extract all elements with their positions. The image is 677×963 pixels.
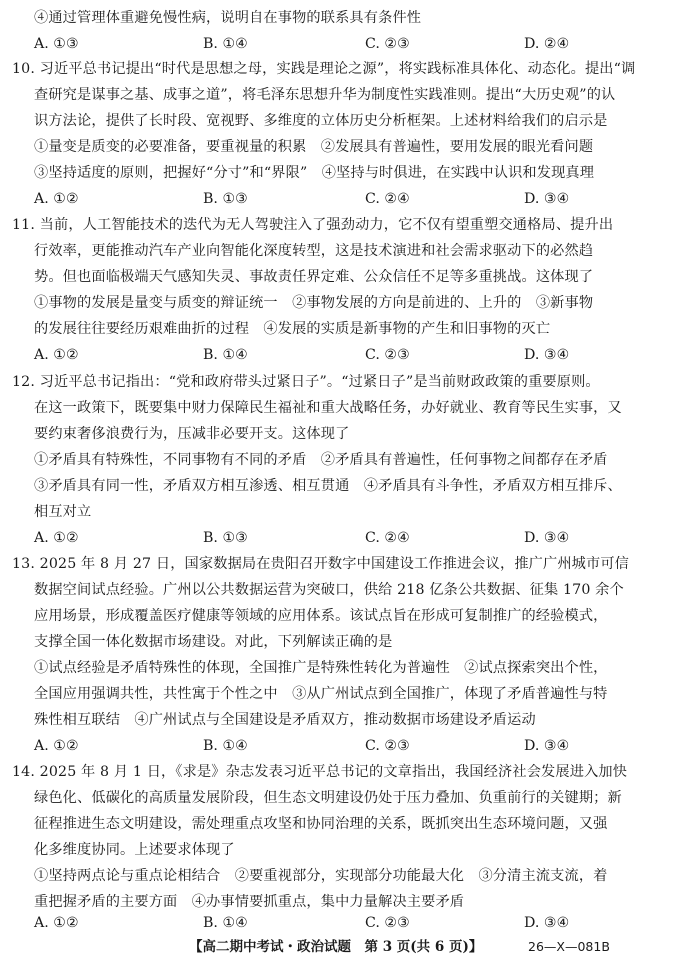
q12-option-a: A. ①② <box>34 530 79 546</box>
q12-option-d: D. ③④ <box>524 530 570 546</box>
q12-option-c: C. ②④ <box>365 530 410 546</box>
footer-title: 【高二期中考试・政治试题 第 3 页(共 6 页)】 <box>189 939 483 955</box>
q11-options <box>34 346 654 364</box>
q9-option-c: C. ②③ <box>365 36 410 52</box>
q9-statement-4: ④通过管理体重避免慢性病，说明自在事物的联系具有条件性 <box>34 10 422 26</box>
q12-line-4: ①矛盾具有特殊性，不同事物有不同的矛盾 ②矛盾具有普遍性，任何事物之间都存在矛盾 <box>34 452 608 468</box>
q14-option-c: C. ②③ <box>365 915 410 931</box>
q10-option-d: D. ③④ <box>524 191 570 207</box>
q12-line-5: ③矛盾具有同一性，矛盾双方相互渗透、相互贯通 ④矛盾具有斗争性，矛盾双方相互排斥、 <box>34 478 622 494</box>
q10-option-a: A. ①② <box>34 191 79 207</box>
q13-options <box>34 737 654 755</box>
q9-option-d: D. ②④ <box>524 36 570 52</box>
q10-line-1: 10. 习近平总书记提出“时代是思想之母，实践是理论之源”，将实践标准具体化、动态化。提出“调 <box>12 61 636 77</box>
q14-line-4: 化多维度协同。上述要求体现了 <box>34 842 235 858</box>
q12-line-1: 12. 习近平总书记指出：“党和政府带头过紧日子”。“过紧日子”是当前财政政策的重要原则。 <box>12 374 600 390</box>
q13-line-2: 数据空间试点经验。广州以公共数据运营为突破口，供给 218 亿条公共数据、征集 170 余个 <box>34 582 624 598</box>
q12-option-b: B. ①③ <box>203 530 248 546</box>
q12-options <box>34 529 654 547</box>
q9-option-b: B. ①④ <box>203 36 248 52</box>
q12-line-6: 相互对立 <box>34 504 92 520</box>
q10-option-c: C. ②④ <box>365 191 410 207</box>
q9-option-a: A. ①③ <box>34 36 79 52</box>
q13-line-6: 全国应用强调共性，共性寓于个性之中 ③从广州试点到全国推广，体现了矛盾普遍性与特 <box>34 686 608 702</box>
q12-line-3: 要约束奢侈浪费行为，压减非必要开支。这体现了 <box>34 426 350 442</box>
q10-line-3: 识方法论，提供了长时段、宽视野、多维度的立体历史分析框架。上述材料给我们的启示是 <box>34 113 608 129</box>
q11-option-c: C. ②③ <box>365 347 410 363</box>
q11-line-3: 势。但也面临极端天气感知失灵、事故责任界定难、公众信任不足等多重挑战。这体现了 <box>34 269 594 285</box>
q11-line-2: 行效率，更能推动汽车产业向智能化深度转型，这是技术演进和社会需求驱动下的必然趋 <box>34 243 594 259</box>
q10-line-2: 查研究是谋事之基、成事之道”，将毛泽东思想升华为制度性实践准则。提出“大历史观”的认 <box>34 87 616 103</box>
footer-code: 26—X—081B <box>528 939 610 954</box>
q11-option-b: B. ①④ <box>203 347 248 363</box>
q11-line-1: 11. 当前，人工智能技术的迭代为无人驾驶注入了强劲动力，它不仅有望重塑交通格局、提升出 <box>12 217 614 233</box>
q14-line-6: 重把握矛盾的主要方面 ④办事情要抓重点，集中力量解决主要矛盾 <box>34 894 465 910</box>
q13-line-3: 应用场景，形成覆盖医疗健康等领域的应用体系。该试点旨在形成可复制推广的经验模式， <box>34 608 608 624</box>
q14-line-5: ①坚持两点论与重点论相结合 ②要重视部分，实现部分功能最大化 ③分清主流支流，着 <box>34 868 608 884</box>
q13-line-4: 支撑全国一体化数据市场建设。对此，下列解读正确的是 <box>34 634 393 650</box>
q14-option-a: A. ①② <box>34 915 79 931</box>
q11-line-5: 的发展往往要经历艰难曲折的过程 ④发展的实质是新事物的产生和旧事物的灭亡 <box>34 321 551 337</box>
q13-option-d: D. ③④ <box>524 738 570 754</box>
q12-line-2: 在这一政策下，既要集中财力保障民生福祉和重大战略任务，办好就业、教育等民生实事，又 <box>34 400 622 416</box>
q14-line-1: 14. 2025 年 8 月 1 日，《求是》杂志发表习近平总书记的文章指出，我国经济社会发展进入加快 <box>12 764 628 780</box>
q13-line-1: 13. 2025 年 8 月 27 日，国家数据局在贵阳召开数字中国建设工作推进会议，推广广州城市可信 <box>12 556 630 572</box>
q13-option-c: C. ②③ <box>365 738 410 754</box>
q13-option-a: A. ①② <box>34 738 79 754</box>
q14-options <box>34 914 654 932</box>
q11-option-d: D. ③④ <box>524 347 570 363</box>
q11-line-4: ①事物的发展是量变与质变的辩证统一 ②事物发展的方向是前进的、上升的 ③新事物 <box>34 295 594 311</box>
q9-options <box>34 35 654 53</box>
q10-option-b: B. ①③ <box>203 191 248 207</box>
q10-line-5: ③坚持适度的原则，把握好“分寸”和“界限” ④坚持与时俱进，在实践中认识和发现真理 <box>34 165 595 181</box>
q13-option-b: B. ①④ <box>203 738 248 754</box>
q13-line-7: 殊性相互联结 ④广州试点与全国建设是矛盾双方，推动数据市场建设矛盾运动 <box>34 712 536 728</box>
q14-option-b: B. ①④ <box>203 915 248 931</box>
q10-options <box>34 190 654 208</box>
q11-option-a: A. ①② <box>34 347 79 363</box>
q10-line-4: ①量变是质变的必要准备，要重视量的积累 ②发展具有普遍性，要用发展的眼光看问题 <box>34 139 594 155</box>
q13-line-5: ①试点经验是矛盾特殊性的体现，全国推广是特殊性转化为普遍性 ②试点探索突出个性， <box>34 660 608 676</box>
q14-option-d: D. ③④ <box>524 915 570 931</box>
q14-line-2: 绿色化、低碳化的高质量发展阶段，但生态文明建设仍处于压力叠加、负重前行的关键期；新 <box>34 790 622 806</box>
page-footer <box>0 937 677 957</box>
q14-line-3: 征程推进生态文明建设，需处理重点攻坚和协同治理的关系，既抓突出生态环境问题，又强 <box>34 816 608 832</box>
